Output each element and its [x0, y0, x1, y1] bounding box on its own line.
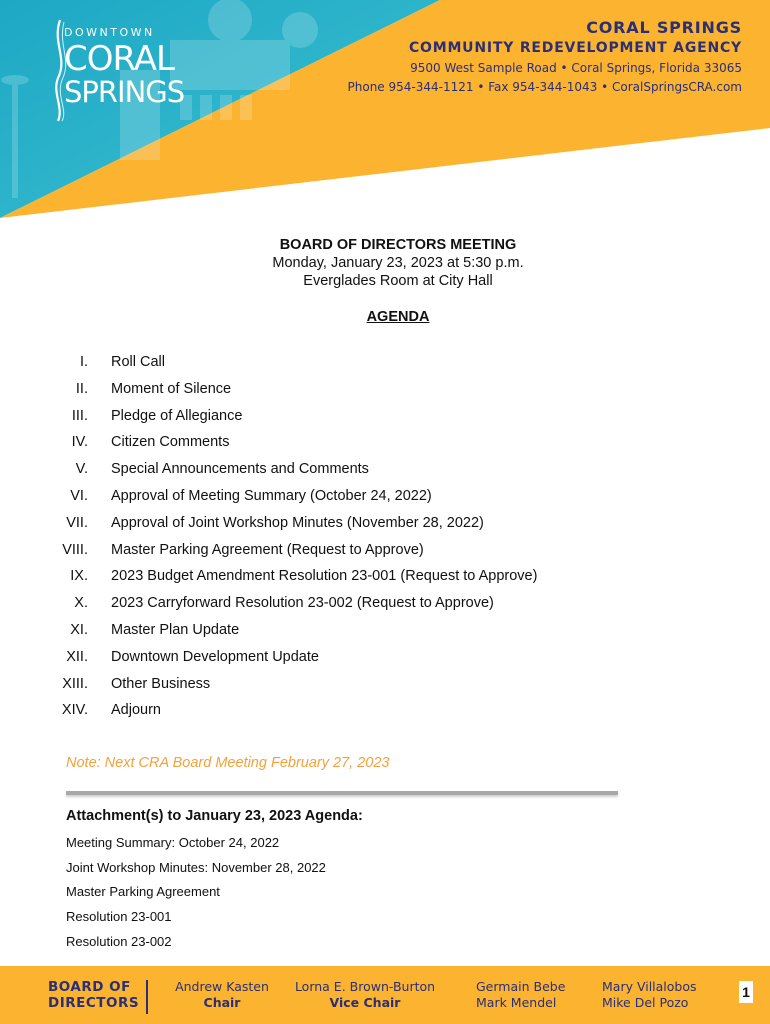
agenda-item — [50, 593, 730, 620]
section-divider — [66, 791, 618, 795]
agenda-item — [50, 432, 730, 459]
agenda-item-number: I. — [79, 354, 88, 370]
agenda-item — [50, 540, 730, 567]
agenda-item — [50, 486, 730, 513]
organization-info — [348, 18, 742, 96]
attachments-title: Attachment(s) to January 23, 2023 Agenda: — [66, 808, 363, 824]
agenda-item-number: V. — [75, 461, 88, 478]
member-name: Mark Mendel — [476, 995, 557, 1010]
attachment-item: Joint Workshop Minutes: November 28, 2022 — [66, 859, 326, 875]
agenda-item-text: Master Plan Update — [111, 621, 240, 638]
board-label-line-2: DIRECTORS — [48, 995, 140, 1011]
logo-downtown-text: DOWNTOWN — [64, 26, 155, 39]
agenda-item-text: Roll Call — [111, 354, 165, 370]
member-name: Andrew Kasten — [175, 979, 269, 994]
member-name: Lorna E. Brown-Burton — [294, 979, 436, 994]
meeting-heading — [0, 236, 770, 290]
agenda-item-number: XIII. — [62, 675, 88, 692]
meeting-location: Everglades Room at City Hall — [303, 273, 493, 289]
page-number: 1 — [739, 981, 753, 1003]
agenda-item — [50, 674, 730, 701]
agenda-item-text: Special Announcements and Comments — [111, 461, 369, 478]
agenda-item-text: Pledge of Allegiance — [111, 407, 243, 424]
agenda-item-text: Downtown Development Update — [111, 648, 319, 665]
agenda-item — [50, 379, 730, 406]
agenda-item — [50, 406, 730, 433]
board-member — [290, 979, 440, 1011]
agenda-item-number: IX. — [70, 568, 88, 585]
agenda-item — [50, 566, 730, 593]
agenda-item — [50, 352, 730, 379]
agenda-item — [50, 647, 730, 674]
agenda-list — [50, 352, 730, 727]
attachment-item: Meeting Summary: October 24, 2022 — [66, 835, 280, 850]
attachment-item: Master Parking Agreement — [66, 884, 220, 900]
agenda-item-text: Moment of Silence — [111, 380, 232, 397]
letterhead — [0, 0, 770, 220]
agenda-item-number: IV. — [71, 434, 88, 451]
org-name-line-1: CORAL SPRINGS — [586, 18, 742, 37]
footer-separator — [146, 980, 148, 1014]
logo-springs-text: SPRINGS — [64, 75, 185, 109]
downtown-coral-springs-logo — [50, 18, 185, 123]
meeting-title: BOARD OF DIRECTORS MEETING — [279, 237, 517, 253]
member-role: Chair — [203, 995, 241, 1010]
agenda-item — [50, 513, 730, 540]
agenda-item-number: X. — [74, 595, 88, 612]
agenda-item-number: XII. — [66, 648, 88, 665]
agenda-title: AGENDA — [366, 309, 430, 325]
agenda-item-text: Master Parking Agreement (Request to Approve) — [111, 541, 424, 558]
agenda-item-text: Approval of Joint Workshop Minutes (November 28, 2022) — [111, 514, 484, 531]
member-name: Mary Villalobos — [602, 979, 697, 994]
agenda-item-number: XIV. — [61, 702, 88, 719]
member-name: Germain Bebe — [476, 979, 566, 994]
org-address: 9500 West Sample Road • Coral Springs, Florida 33065 — [410, 61, 742, 75]
member-name: Mike Del Pozo — [602, 995, 689, 1010]
agenda-item-text: Adjourn — [111, 702, 161, 719]
board-of-directors-label — [48, 979, 139, 1011]
agenda-item-number: VI. — [70, 487, 88, 504]
agenda-item-text: Approval of Meeting Summary (October 24, 2022) — [111, 487, 432, 504]
agenda-item-number: III. — [71, 407, 88, 424]
agenda-item-number: II. — [75, 380, 88, 397]
agenda-item-number: VII. — [66, 514, 88, 531]
org-contact: Phone 954-344-1121 • Fax 954-344-1043 • CoralSpringsCRA.com — [347, 80, 742, 94]
logo-coral-text: CORAL — [64, 39, 174, 79]
board-member — [170, 979, 274, 1011]
agenda-item — [50, 700, 730, 727]
attachments-section — [66, 808, 363, 956]
agenda-item — [50, 459, 730, 486]
member-role: Vice Chair — [329, 995, 401, 1010]
board-member — [602, 979, 702, 1011]
attachment-item: Resolution 23-001 — [66, 909, 172, 925]
org-name-line-2: COMMUNITY REDEVELOPMENT AGENCY — [408, 40, 742, 56]
agenda-item-number: XI. — [70, 621, 88, 638]
next-meeting-note: Note: Next CRA Board Meeting February 27, 2023 — [66, 755, 390, 771]
attachment-item: Resolution 23-002 — [66, 933, 172, 949]
agenda-item-text: 2023 Budget Amendment Resolution 23-001 (Request to Approve) — [111, 568, 538, 585]
agenda-item-number: VIII. — [62, 541, 88, 558]
meeting-datetime: Monday, January 23, 2023 at 5:30 p.m. — [272, 255, 524, 271]
board-label-line-1: BOARD OF — [48, 979, 131, 995]
agenda-item-text: 2023 Carryforward Resolution 23-002 (Request to Approve) — [111, 595, 494, 612]
agenda-item — [50, 620, 730, 647]
board-footer — [0, 966, 770, 1024]
agenda-item-text: Other Business — [111, 675, 211, 692]
agenda-item-text: Citizen Comments — [111, 434, 230, 451]
board-member — [476, 979, 568, 1011]
